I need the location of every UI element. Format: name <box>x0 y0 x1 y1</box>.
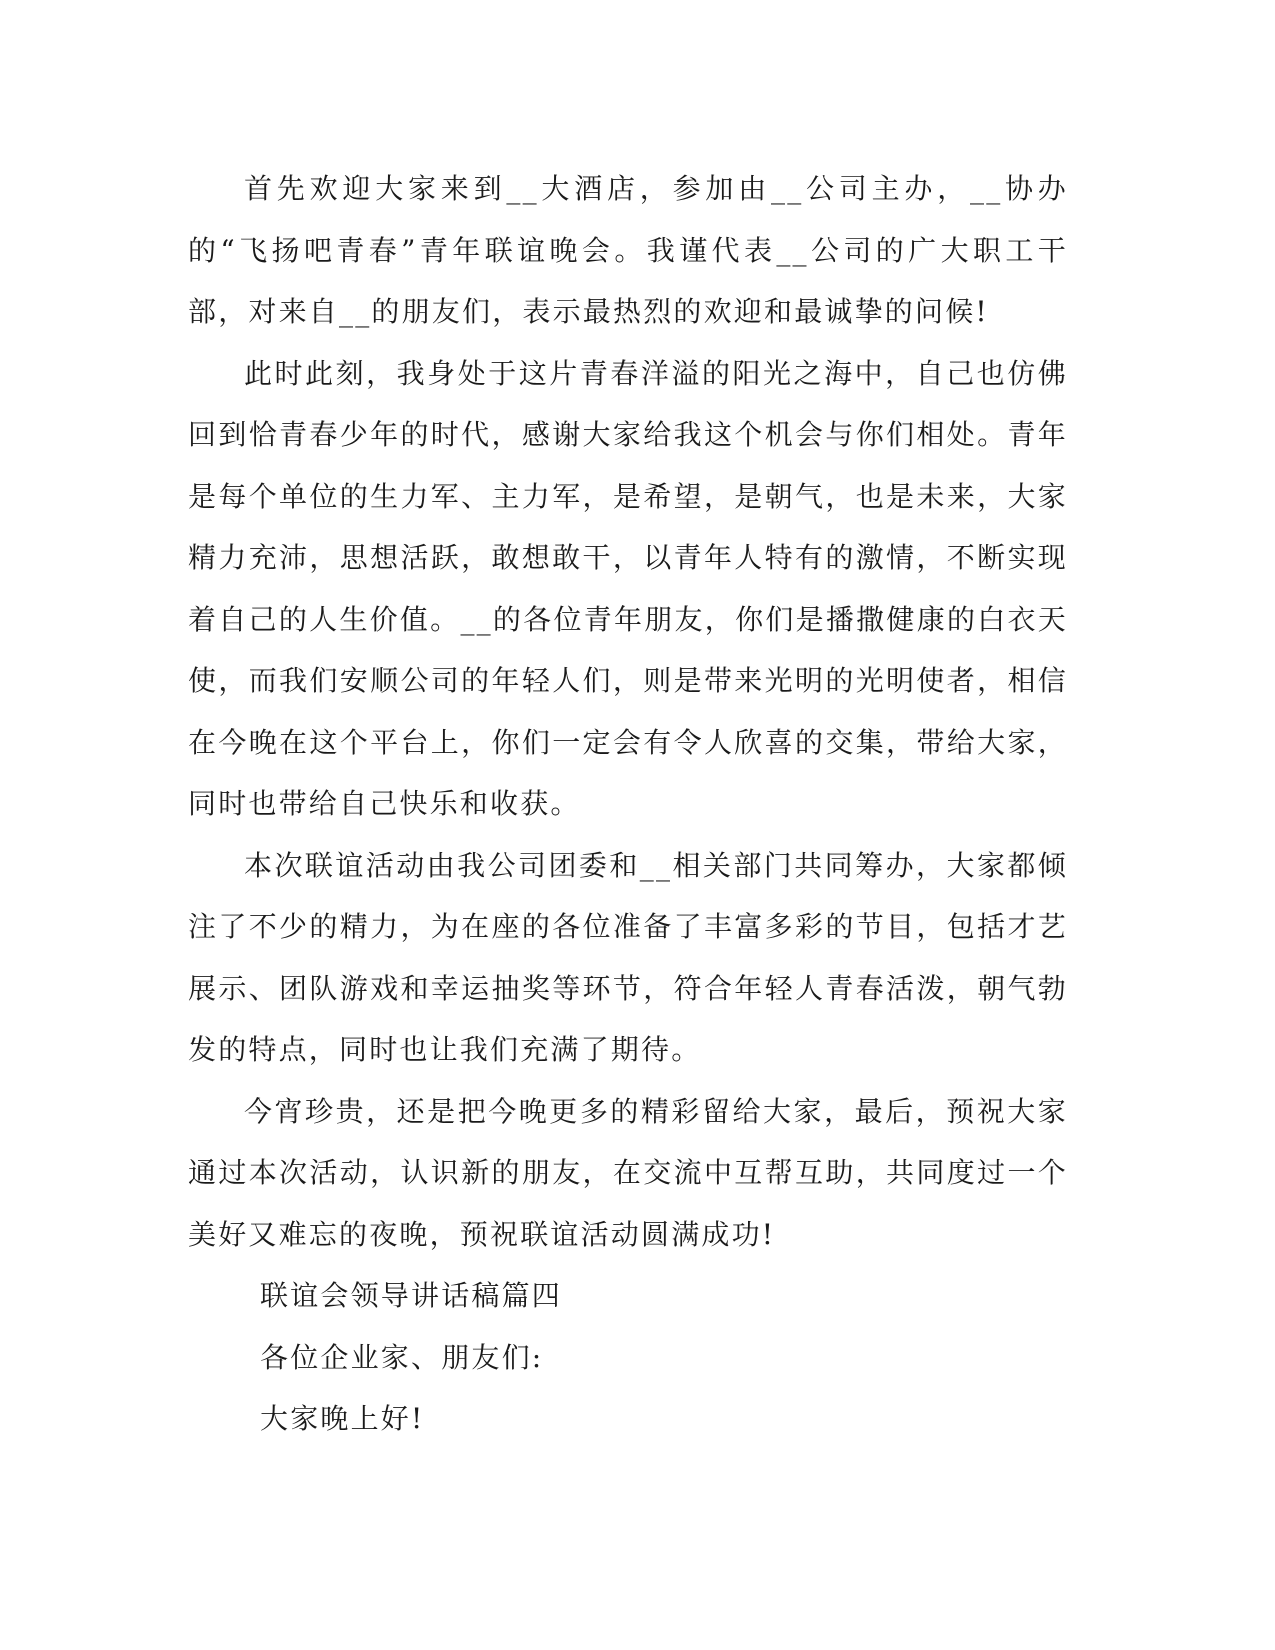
greeting: 大家晚上好! <box>260 1402 425 1435</box>
section-title: 联谊会领导讲话稿篇四 <box>260 1279 563 1312</box>
paragraph-closing: 今宵珍贵，还是把今晚更多的精彩留给大家，最后，预祝大家通过本次活动，认识新的朋友，在交流中互帮互助，共同度过一个美好又难忘的夜晚，预祝联谊活动圆满成功! <box>188 1094 1068 1251</box>
salutation: 各位企业家、朋友们: <box>260 1340 544 1374</box>
paragraph-youth: 此时此刻，我身处于这片青春洋溢的阳光之海中，自己也仿佛回到恰青春少年的时代，感谢大家给我这个机会与你们相处。青年是每个单位的生力军、主力军，是希望，是朝气，也是未来，大家精力充沛，思想活跃，敢想敢干，以青年人特有的激情，不断实现着自己的人生价值。__的各位青年朋友，你们是播撒健康的白衣天使，而我们安顺公司的年轻人们，则是带来光明的光明使者，相信在今晚在这个平台上，你们一定会有令人欣喜的交集，带给大家，同时也带给自己快乐和收获。 <box>188 356 1068 820</box>
document-body <box>188 158 1068 1450</box>
paragraph-activity: 本次联谊活动由我公司团委和__相关部门共同筹办，大家都倾注了不少的精力，为在座的各位准备了丰富多彩的节目，包括才艺展示、团队游戏和幸运抽奖等环节，符合年轻人青春活泼，朝气勃发的特点，同时也让我们充满了期待。 <box>188 848 1068 1066</box>
paragraph-welcome: 首先欢迎大家来到__大酒店，参加由__公司主办，__协办的“飞扬吧青春”青年联谊晚会。我谨代表__公司的广大职工干部，对来自__的朋友们，表示最热烈的欢迎和最诚挚的问候! <box>188 172 1068 328</box>
